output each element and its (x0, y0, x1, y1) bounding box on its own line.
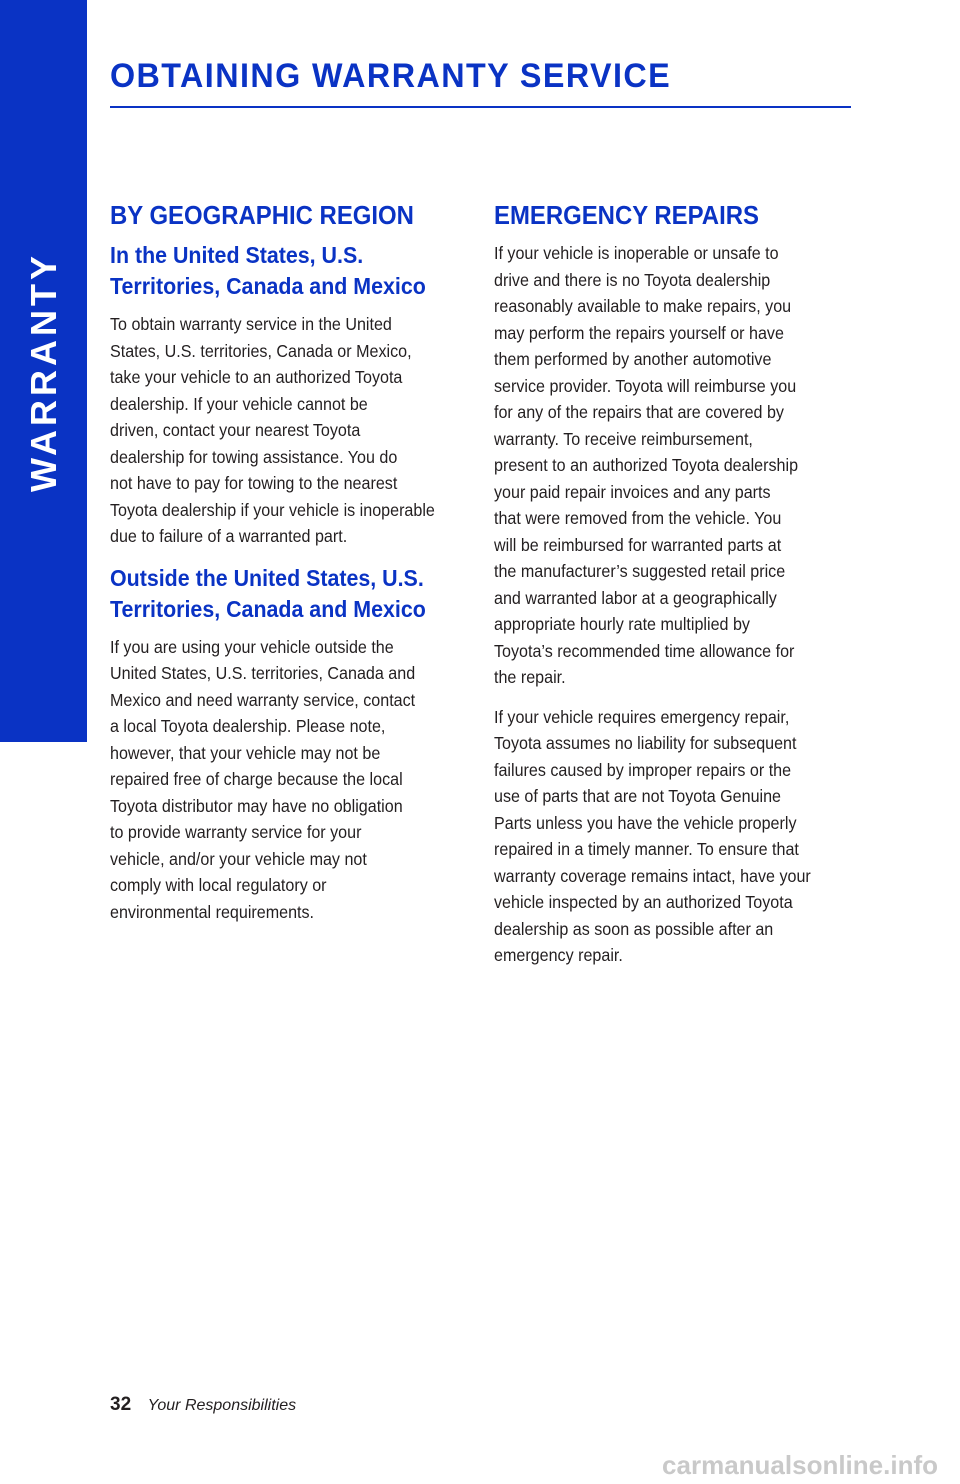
subheading-line: Outside the United States, U.S. (110, 564, 424, 591)
text-line: Parts unless you have the vehicle properly (494, 812, 797, 833)
subheading-outside-us (110, 563, 437, 625)
text-line: and warranted labor at a geographically (494, 587, 777, 608)
right-column (494, 198, 846, 982)
subheading-line: Territories, Canada and Mexico (110, 273, 426, 299)
text-line: the repair. (494, 667, 566, 687)
text-line: dealership. If your vehicle cannot be (110, 393, 368, 414)
text-line: that were removed from the vehicle. You (494, 508, 782, 528)
text-line: for any of the repairs that are covered by (494, 402, 784, 422)
text-line: Toyota distributor may have no obligation (110, 795, 403, 816)
text-line: due to failure of a warranted part. (110, 526, 348, 546)
text-line: vehicle inspected by an authorized Toyota (494, 892, 793, 912)
text-line: vehicle, and/or your vehicle may not (110, 848, 367, 869)
subheading-line: In the United States, U.S. (110, 242, 364, 268)
text-line: take your vehicle to an authorized Toyota (110, 367, 403, 387)
text-line: service provider. Toyota will reimburse you (494, 375, 797, 396)
text-line: warranty. To receive reimbursement, (494, 428, 753, 449)
subheading-inside-us (110, 240, 437, 302)
text-line: present to an authorized Toyota dealership (494, 455, 799, 475)
paragraph-emergency-liability (494, 704, 818, 969)
text-line: comply with local regulatory or (110, 875, 327, 895)
text-line: may perform the repairs yourself or have (494, 322, 784, 343)
subheading-line: Territories, Canada and Mexico (110, 595, 426, 622)
side-tab-label: WARRANTY (23, 252, 64, 492)
text-line: a local Toyota dealership. Please note, (110, 716, 386, 736)
text-line: To obtain warranty service in the United (110, 314, 392, 334)
text-line: Toyota’s recommended time allowance for (494, 640, 795, 661)
section-heading-geographic-region: BY GEOGRAPHIC REGION (110, 200, 414, 230)
side-tab (0, 0, 87, 742)
text-line: the manufacturer’s suggested retail price (494, 561, 786, 581)
text-line: If your vehicle is inoperable or unsafe to (494, 243, 779, 263)
text-line: use of parts that are not Toyota Genuine (494, 786, 782, 806)
text-line: States, U.S. territories, Canada or Mexico, (110, 340, 412, 361)
text-line: Toyota dealership if your vehicle is inoperable (110, 499, 435, 520)
text-line: environmental requirements. (110, 901, 315, 922)
page-footer (110, 1394, 296, 1416)
text-line: however, that your vehicle may not be (110, 742, 381, 763)
text-line: dealership for towing assistance. You do (110, 446, 398, 467)
text-line: Toyota assumes no liability for subsequent (494, 733, 797, 753)
page-title: OBTAINING WARRANTY SERVICE (110, 57, 672, 95)
text-line: repaired in a timely manner. To ensure that (494, 839, 799, 859)
left-column (110, 198, 462, 938)
text-line: drive and there is no Toyota dealership (494, 269, 771, 290)
text-line: emergency repair. (494, 945, 623, 965)
text-line: reasonably available to make repairs, you (494, 296, 792, 316)
text-line: Mexico and need warranty service, contact (110, 689, 416, 710)
text-line: appropriate hourly rate multiplied by (494, 614, 750, 634)
text-line: warranty coverage remains intact, have your (494, 865, 811, 886)
watermark: carmanualsonline.info (662, 1450, 938, 1480)
text-line: to provide warranty service for your (110, 822, 362, 842)
section-heading-emergency-repairs: EMERGENCY REPAIRS (494, 200, 759, 230)
text-line: not have to pay for towing to the nearest (110, 473, 398, 493)
text-line: dealership as soon as possible after an (494, 918, 774, 939)
text-line: United States, U.S. territories, Canada and (110, 663, 416, 683)
paragraph-inside-us (110, 311, 434, 550)
text-line: If you are using your vehicle outside the (110, 636, 394, 657)
text-line: failures caused by improper repairs or the (494, 759, 792, 780)
page-number: 32 (110, 1394, 132, 1415)
text-line: will be reimbursed for warranted parts at (494, 534, 782, 555)
text-line: them performed by another automotive (494, 349, 772, 369)
text-line: your paid repair invoices and any parts (494, 481, 771, 502)
footer-section-label: Your Responsibilities (147, 1397, 297, 1414)
text-line: If your vehicle requires emergency repair, (494, 706, 790, 727)
paragraph-outside-us (110, 634, 434, 926)
title-divider (110, 106, 851, 108)
text-line: driven, contact your nearest Toyota (110, 420, 361, 440)
paragraph-emergency-reimbursement (494, 240, 818, 691)
text-line: repaired free of charge because the local (110, 769, 403, 789)
